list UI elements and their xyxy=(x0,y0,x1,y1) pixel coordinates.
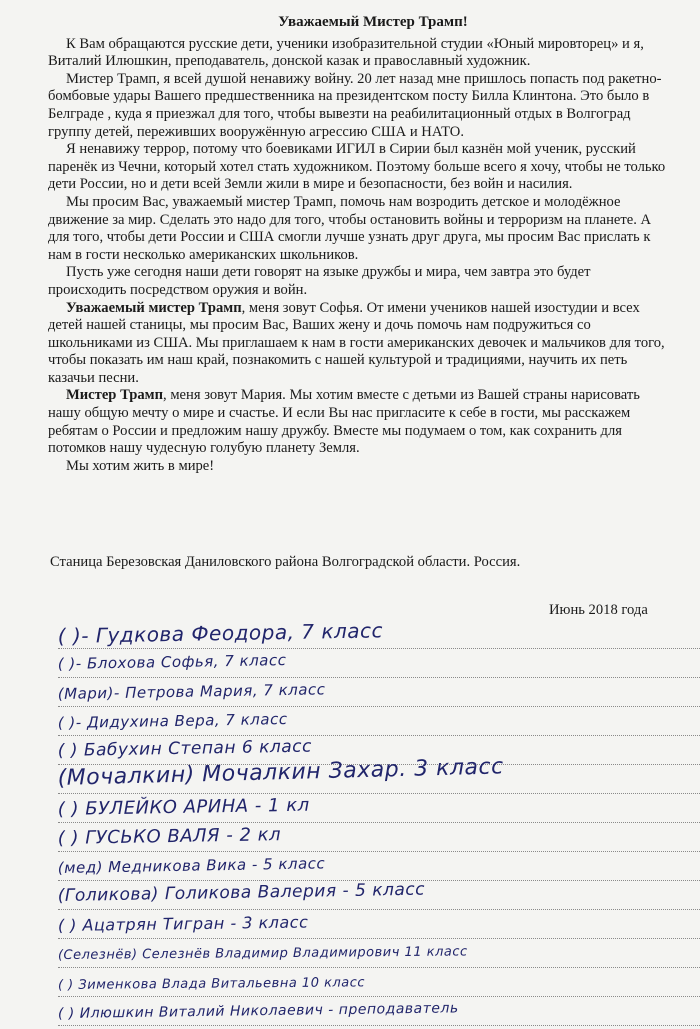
dotted-line xyxy=(58,677,700,678)
signature-entry: ( ) Зименкова Влада Витальевна 10 класс xyxy=(57,975,366,993)
paragraph-6 xyxy=(48,300,668,388)
signature-entry: ( ) Ацатрян Тигран - 3 класс xyxy=(57,912,309,935)
signature-entry: ( ) Бабухин Степан 6 класс xyxy=(57,736,313,761)
signature-entry: ( )- Гудкова Феодора, 7 класс xyxy=(57,618,384,648)
letter-title: Уважаемый Мистер Трамп! xyxy=(278,14,468,30)
dotted-line xyxy=(58,938,700,939)
signature-entry: ( ) ГУСЬКО ВАЛЯ - 2 кл xyxy=(57,824,282,849)
paragraph-1-text: К Вам обращаются русские дети, ученики изобразительной студии «Юный мировторец» и я, Виталий Илюшкин, преподаватель, донской казак и православный художник. xyxy=(48,35,644,70)
paragraph-2 xyxy=(48,71,668,141)
dotted-line xyxy=(58,996,700,997)
dotted-line xyxy=(58,851,700,852)
paragraph-7-lead: Мистер Трамп xyxy=(66,387,164,404)
signature-entry: (Мочалкин) Мочалкин Захар. 3 класс xyxy=(57,754,504,791)
dotted-line xyxy=(58,822,700,823)
dotted-line xyxy=(58,648,700,649)
letter-body xyxy=(48,14,668,475)
signature-sheet xyxy=(57,618,700,1029)
dotted-line xyxy=(58,793,700,794)
dotted-line xyxy=(58,1025,700,1026)
signature-entry: (Голикова) Голикова Валерия - 5 класс xyxy=(57,879,426,906)
signature-entry: (мед) Медникова Вика - 5 класс xyxy=(57,854,326,877)
signature-entry: ( ) Илюшкин Виталий Николаевич - преподаватель xyxy=(57,1000,459,1022)
paragraph-5-text: Пусть уже сегодня наши дети говорят на языке дружбы и мира, чем завтра это будет происходить посредством оружия и войн. xyxy=(48,264,591,298)
signature-entry: ( ) БУЛЕЙКО АРИНА - 1 кл xyxy=(57,794,310,820)
paragraph-8-text: Мы хотим жить в мире! xyxy=(66,457,215,474)
paragraph-2-text: Мистер Трамп, я всей душой ненавижу войну. 20 лет назад мне пришлось попасть под ракетно-бомбовые удары Вашего предшественника на президентском посту Билла Клинтона. Это было в Белграде , куда я приезжал для того, чтобы вывезти на реабилитационный отдых в Волгоград группу детей, переживших вооружённую агрессию США и НАТО. xyxy=(48,70,662,140)
paragraph-8 xyxy=(48,458,668,476)
paragraph-7-text: , меня зовут Мария. Мы хотим вместе с детьми из Вашей страны нарисовать нашу общую мечту о мире и счастье. И если Вы нас пригласите к себе в гости, мы расскажем ребятам о России и предложим нашу дружбу. Вместе мы подумаем о том, как сохранить для потомков нашу чудесную голубую планету Земля. xyxy=(48,387,640,457)
signature-entry: (Селезнёв) Селезнёв Владимир Владимирович 11 класс xyxy=(57,944,468,963)
dotted-line xyxy=(58,735,700,736)
paragraph-3-text: Я ненавижу террор, потому что боевиками ИГИЛ в Сирии был казнён мой ученик, русский паренёк из Чечни, который хотел стать художником. Поэтому больше всего я хочу, чтобы не только дети России, но и дети всей Земли жили в мире и безопасности, без войн и насилия. xyxy=(48,141,666,193)
paragraph-3 xyxy=(48,141,668,194)
paragraph-7 xyxy=(48,387,668,457)
signature-entry: (Мари)- Петрова Мария, 7 класс xyxy=(57,680,326,703)
place-line: Станица Березовская Даниловского района Волгоградской области. Россия. xyxy=(50,554,521,570)
signature-entry: ( )- Дидухина Вера, 7 класс xyxy=(57,709,288,732)
paragraph-4 xyxy=(48,194,668,264)
signature-entry: ( )- Блохова Софья, 7 класс xyxy=(57,651,287,673)
paragraph-1 xyxy=(48,36,668,71)
paragraph-6-text: , меня зовут Софья. От имени учеников нашей изостудии и всех детей нашей станицы, мы просим Вас, Ваших жену и дочь помочь нам подружиться со школьниками из США. Мы приглашаем к нам в гости американских девочек и мальчиков для того, чтобы показать им наш край, познакомить с нашей культурой и традициями, научить их петь казачьи песни. xyxy=(48,299,665,386)
dotted-line xyxy=(58,909,700,910)
paragraph-4-text: Мы просим Вас, уважаемый мистер Трамп, помочь нам возродить детское и молодёжное движение за мир. Сделать это надо для того, чтобы остановить войны и терроризм на планете. А для того, чтобы дети России и США смогли лучше узнать друг друга, мы просим Вас прислать к нам в гости несколько американских школьников. xyxy=(48,193,652,263)
date-line: Июнь 2018 года xyxy=(549,602,648,618)
dotted-line xyxy=(58,706,700,707)
paragraph-6-lead: Уважаемый мистер Трамп xyxy=(66,299,242,316)
dotted-line xyxy=(58,967,700,968)
paragraph-5 xyxy=(48,264,668,299)
